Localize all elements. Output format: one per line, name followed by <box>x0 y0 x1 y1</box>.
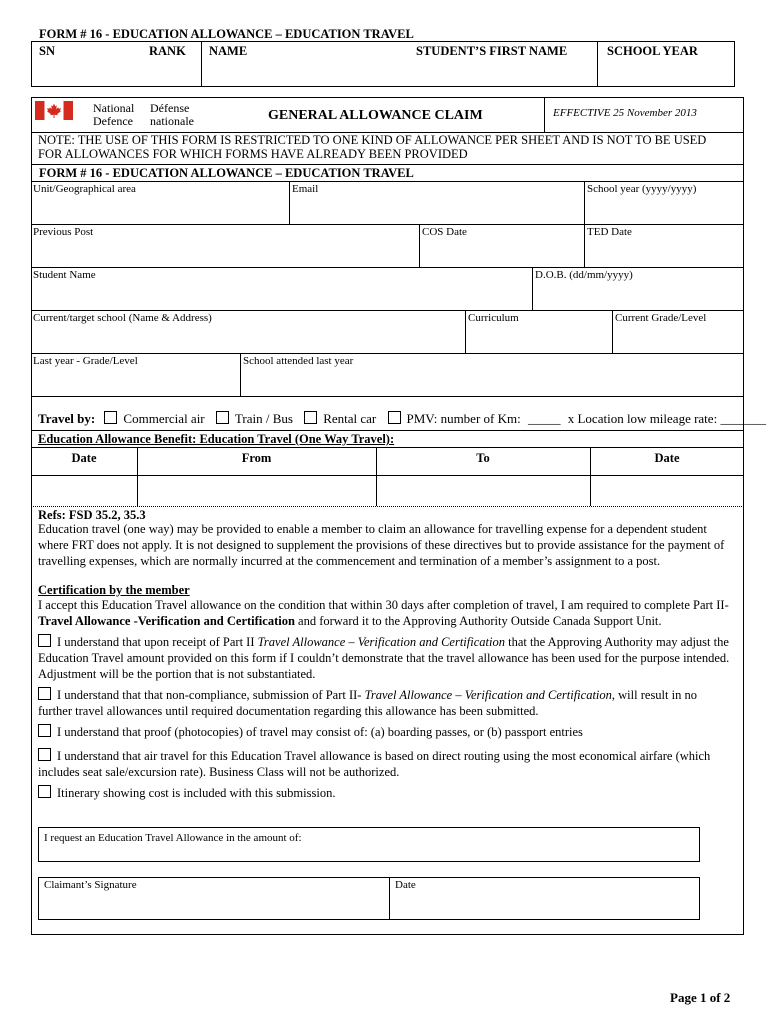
certification-checkbox-4[interactable] <box>38 748 51 761</box>
benefit-title: Education Allowance Benefit: Education Travel (One Way Travel): <box>38 432 395 446</box>
usage-note: NOTE: THE USE OF THIS FORM IS RESTRICTED TO ONE KIND OF ALLOWANCE PER SHEET AND IS NOT TO BE USED FOR ALLOWANCES FOR WHICH FORMS HAVE ALREADY BEEN PROVIDED <box>38 133 707 161</box>
sn-label: SN <box>39 44 55 58</box>
section-title: FORM # 16 - EDUCATION ALLOWANCE – EDUCATION TRAVEL <box>39 166 414 180</box>
rental-car-checkbox[interactable] <box>304 411 317 424</box>
previous-post-field[interactable]: Previous Post <box>33 226 94 238</box>
commercial-air-label: Commercial air <box>123 411 205 426</box>
refs-title: Refs: FSD 35.2, 35.3 <box>38 508 146 522</box>
certification-title: Certification by the member <box>38 583 190 597</box>
school-year-label: SCHOOL YEAR <box>607 44 698 58</box>
last-year-grade-field[interactable]: Last year - Grade/Level <box>33 355 138 367</box>
certification-checkbox-2[interactable] <box>38 687 51 700</box>
certification-item-3: I understand that proof (photocopies) of travel may consist of: (a) boarding passes, or (b) passport entries <box>38 724 740 740</box>
signature-date-label: Date <box>395 879 416 891</box>
certification-checkbox-5[interactable] <box>38 785 51 798</box>
travel-by-label: Travel by: <box>38 411 96 426</box>
mileage-rate-label: x Location low mileage rate: <box>567 411 718 426</box>
certification-intro: I accept this Education Travel allowance on the condition that within 30 days after completion of travel, I am required to complete Part II- Travel Allowance -Verification and Certification and forward it to the Approving Authority Outside Canada Support Unit. <box>38 598 729 628</box>
signature-input[interactable] <box>40 895 387 918</box>
rate-input[interactable]: _______ <box>720 411 766 426</box>
col-to: To <box>476 451 490 465</box>
student-name-field[interactable]: Student Name <box>33 269 96 281</box>
email-field[interactable]: Email <box>292 183 319 195</box>
certification-checkbox-3[interactable] <box>38 724 51 737</box>
certification-checkbox-1[interactable] <box>38 634 51 647</box>
pmv-checkbox[interactable] <box>388 411 401 424</box>
signature-date-input[interactable] <box>391 895 698 918</box>
effective-date: EFFECTIVE 25 November 2013 <box>553 107 697 119</box>
name-label: NAME <box>209 44 248 58</box>
train-bus-label: Train / Bus <box>234 411 293 426</box>
certification-item-5: Itinerary showing cost is included with this submission. <box>38 785 740 801</box>
claim-title: GENERAL ALLOWANCE CLAIM <box>268 108 483 123</box>
canada-flag-icon <box>35 101 73 120</box>
school-year-field[interactable]: School year (yyyy/yyyy) <box>587 183 697 195</box>
date-arrival-input[interactable] <box>591 476 743 505</box>
travel-by-row <box>38 411 766 427</box>
cos-date-field[interactable]: COS Date <box>422 226 467 238</box>
col-from: From <box>241 451 272 465</box>
train-bus-checkbox[interactable] <box>216 411 229 424</box>
department-name-fr: Défense nationale <box>150 101 194 128</box>
from-input[interactable] <box>138 476 375 505</box>
signature-label: Claimant’s Signature <box>44 879 137 891</box>
current-grade-field[interactable]: Current Grade/Level <box>615 312 707 324</box>
col-date-arrival: Date <box>654 451 680 465</box>
school-last-year-field[interactable]: School attended last year <box>243 355 354 367</box>
col-date-departure: Date <box>71 451 97 465</box>
rank-label: RANK <box>149 44 186 58</box>
certification-item-1: I understand that upon receipt of Part II Travel Allowance – Verification and Certification that the Approving Authority may adjust the Education Travel amount provided on this form if I couldn’t demonstrate that the travel allowance has been used for the purpose intended. Adjustment will be the portion that is not substantiated. <box>38 635 730 681</box>
refs-text: Education travel (one way) may be provided to enable a member to claim an allowance for travelling expense for a dependent student where FRT does not apply. It is not designed to supplement the provisions of these directives but to provide assistance for the payment of travelling expenses, which are normally incurred at the commencement and termination of a member’s assignment to a post. <box>38 522 725 568</box>
dob-field[interactable]: D.O.B. (dd/mm/yyyy) <box>535 269 633 281</box>
curriculum-field[interactable]: Curriculum <box>468 312 519 324</box>
page-number: Page 1 of 2 <box>670 990 731 1005</box>
student-first-name-label: STUDENT’S FIRST NAME <box>416 44 568 58</box>
pmv-label: PMV: number of Km: <box>406 411 521 426</box>
current-school-field[interactable]: Current/target school (Name & Address) <box>33 312 212 324</box>
ted-date-field[interactable]: TED Date <box>587 226 632 238</box>
unit-field[interactable]: Unit/Geographical area <box>33 183 136 195</box>
form-title: FORM # 16 - EDUCATION ALLOWANCE – EDUCATION TRAVEL <box>39 27 414 41</box>
to-input[interactable] <box>377 476 589 505</box>
commercial-air-checkbox[interactable] <box>104 411 117 424</box>
date-departure-input[interactable] <box>32 476 136 505</box>
certification-item-4: I understand that air travel for this Education Travel allowance is based on direct routing using the most economical airfare (which includes seat sale/excursion rate). Business Class will not be authorized. <box>38 749 711 779</box>
km-input[interactable]: _____ <box>527 411 561 426</box>
department-name-en: National Defence <box>93 101 135 128</box>
amount-label: I request an Education Travel Allowance in the amount of: <box>44 832 302 844</box>
certification-item-2: I understand that that non-compliance, submission of Part II- Travel Allowance – Verification and Certification, will result in no further travel allowances until required documentation regarding this allowance has been submitted. <box>38 688 697 718</box>
rental-car-label: Rental car <box>323 411 377 426</box>
